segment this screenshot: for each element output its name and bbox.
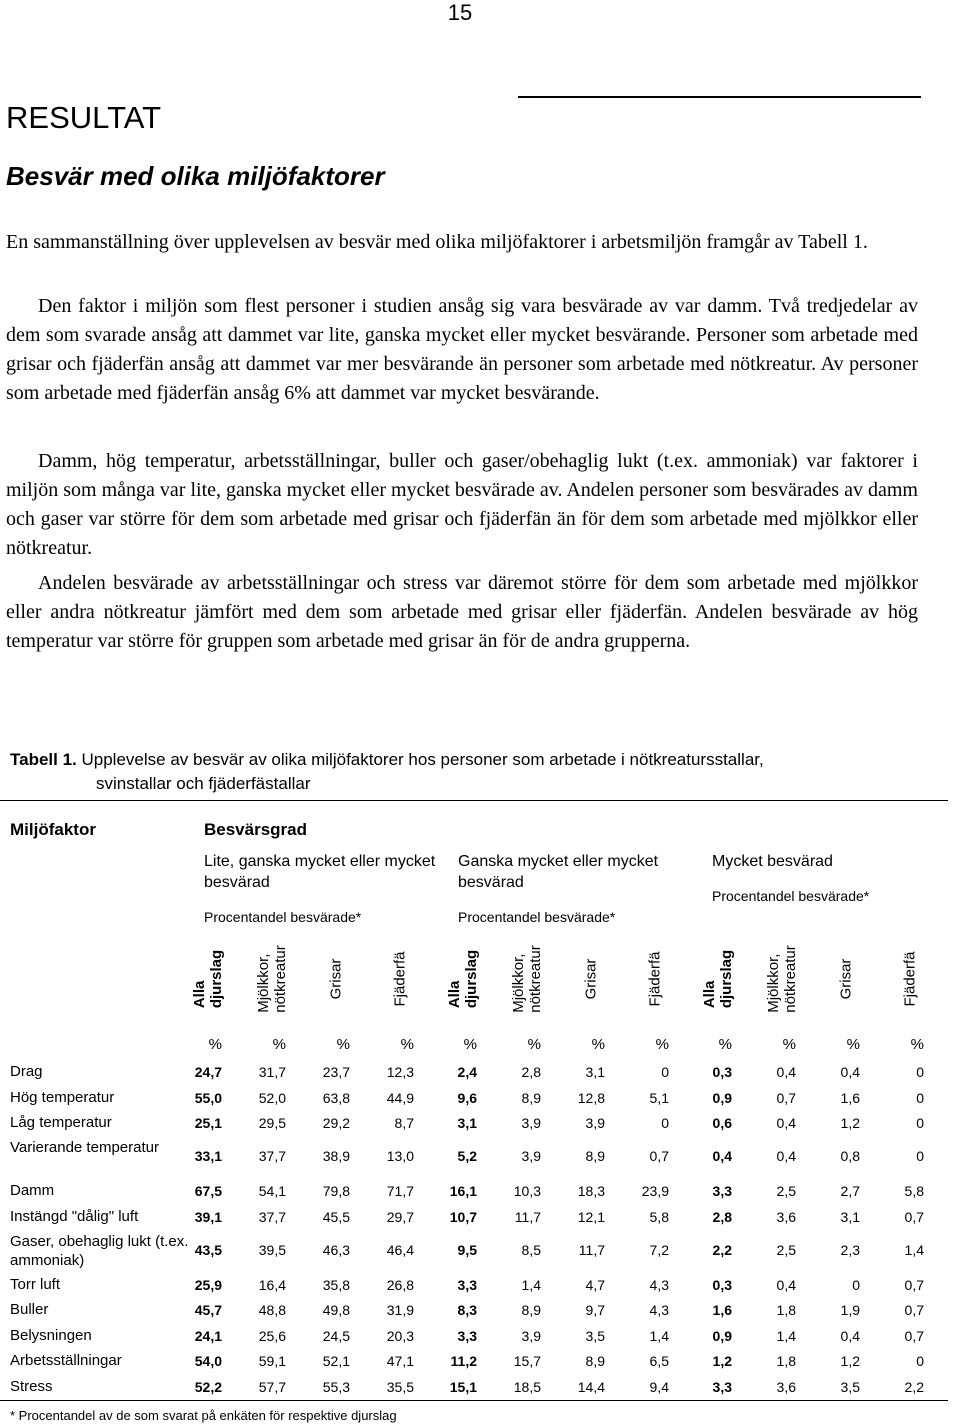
- table-top-rule: [0, 800, 948, 801]
- table-cell: 0,4: [776, 1115, 796, 1131]
- severity-group: [204, 851, 449, 928]
- table-cell: 9,5: [457, 1242, 477, 1258]
- column-header-label: Grisar: [582, 958, 600, 1000]
- table-cell: 29,5: [258, 1115, 286, 1131]
- column-header: [250, 934, 294, 1024]
- table-cell: 25,9: [194, 1277, 222, 1293]
- table-cell: 4,3: [649, 1277, 669, 1293]
- table-caption-label: Tabell 1.: [10, 750, 77, 769]
- table-cell: 37,7: [258, 1209, 286, 1225]
- table-cell: 11,7: [514, 1209, 541, 1225]
- table-cell: 33,1: [194, 1148, 222, 1164]
- table-cell: 0: [852, 1277, 860, 1293]
- table-cell: 10,7: [449, 1209, 477, 1225]
- table-cell: 2,7: [840, 1183, 860, 1199]
- row-label: Gaser, obehaglig lukt (t.ex. ammoniak): [10, 1233, 189, 1269]
- table-cell: 2,2: [712, 1242, 732, 1258]
- table-cell: 8,3: [457, 1302, 477, 1318]
- table-cell: 24,7: [194, 1064, 222, 1080]
- unit-label: %: [463, 1036, 477, 1053]
- column-header-label: Alla djurslag: [191, 949, 225, 1009]
- table-cell: 6,5: [649, 1353, 669, 1369]
- table-cell: 12,3: [386, 1064, 414, 1080]
- section-heading: RESULTAT: [6, 100, 162, 135]
- table-cell: 5,8: [649, 1209, 669, 1225]
- table-cell: 15,7: [513, 1353, 541, 1369]
- table-cell: 5,1: [649, 1090, 669, 1106]
- table-cell: 3,9: [521, 1328, 541, 1344]
- table-cell: 45,7: [194, 1302, 222, 1318]
- table-cell: 1,2: [712, 1353, 732, 1369]
- table-cell: 8,9: [521, 1090, 541, 1106]
- table-cell: 3,5: [585, 1328, 605, 1344]
- table-cell: 0,7: [776, 1090, 796, 1106]
- table-cell: 31,7: [258, 1064, 286, 1080]
- unit-label: %: [910, 1036, 924, 1053]
- table-cell: 3,1: [457, 1115, 477, 1131]
- table-cell: 47,1: [386, 1353, 414, 1369]
- table-cell: 67,5: [194, 1183, 222, 1199]
- header-rule: [518, 96, 921, 98]
- table-cell: 54,1: [258, 1183, 286, 1199]
- table-cell: 1,6: [712, 1302, 732, 1318]
- table-cell: 10,3: [513, 1183, 541, 1199]
- table-cell: 9,7: [585, 1302, 605, 1318]
- table-cell: 3,6: [776, 1209, 796, 1225]
- severity-group-subtitle: Procentandel besvärade*: [204, 909, 362, 925]
- table-cell: 25,1: [194, 1115, 222, 1131]
- row-label: Buller: [10, 1301, 49, 1318]
- column-header-label: Fjäderfä: [391, 951, 409, 1007]
- table-cell: 55,0: [194, 1090, 222, 1106]
- row-label: Torr luft: [10, 1276, 61, 1293]
- paragraph-damm: Den faktor i miljön som flest personer i studien ansåg sig vara besvärade av var damm. Två tredjedelar av dem som svarade ansåg att dammet var lite, ganska mycket eller mycket besvärande. Personer som arbetade med grisar och fjäderfän ansåg att dammet var mer besvärande än personer som arbetade med nötkreatur. Av personer som arbetade med fjäderfän ansåg 6% att dammet var mycket besvärande.: [6, 295, 918, 404]
- table-cell: 39,5: [258, 1242, 286, 1258]
- table-cell: 3,9: [521, 1148, 541, 1164]
- table-cell: 7,2: [649, 1242, 669, 1258]
- row-label: Belysningen: [10, 1327, 92, 1344]
- table-cell: 0: [916, 1353, 924, 1369]
- column-header-label: Mjölkkor, nötkreatur: [765, 945, 799, 1013]
- table-cell: 4,7: [585, 1277, 605, 1293]
- table-cell: 0: [916, 1148, 924, 1164]
- section-subheading: Besvär med olika miljöfaktorer: [6, 161, 385, 191]
- table-cell: 8,7: [394, 1115, 414, 1131]
- table-cell: 0,9: [712, 1328, 732, 1344]
- table-cell: 0,4: [840, 1328, 860, 1344]
- table-cell: 0,4: [776, 1064, 796, 1080]
- table-cell: 12,1: [577, 1209, 605, 1225]
- column-header: [186, 934, 230, 1024]
- table-cell: 57,7: [258, 1379, 286, 1395]
- table-cell: 2,3: [840, 1242, 860, 1258]
- table-cell: 23,7: [322, 1064, 350, 1080]
- page-number: 15: [447, 0, 473, 25]
- severity-group-title: Lite, ganska mycket eller mycket besvärad: [204, 853, 436, 891]
- table-cell: 3,3: [457, 1277, 477, 1293]
- column-header-label: Grisar: [837, 958, 855, 1000]
- table-cell: 35,5: [386, 1379, 414, 1395]
- unit-label: %: [591, 1036, 605, 1053]
- paragraph-faktorer: Damm, hög temperatur, arbetsställningar, buller och gaser/obehaglig lukt (t.ex. ammoniak) var faktorer i miljön som många var lite, ganska mycket eller mycket besvärade av. Andelen personer som besvärades av damm och gaser var större för dem som arbetade med grisar och fjäderfän än för dem som arbetade med mjölkkor eller nötkreatur.: [6, 450, 918, 559]
- column-header-label: Alla djurslag: [701, 949, 735, 1009]
- table-bottom-rule: [0, 1400, 948, 1401]
- column-header: [824, 934, 868, 1024]
- table-cell: 0,4: [776, 1148, 796, 1164]
- table-cell: 44,9: [386, 1090, 414, 1106]
- table-cell: 3,1: [585, 1064, 605, 1080]
- table-cell: 8,5: [521, 1242, 541, 1258]
- table-cell: 0: [916, 1115, 924, 1131]
- column-header-label: Fjäderfä: [901, 951, 919, 1007]
- table-cell: 0: [661, 1064, 669, 1080]
- column-header: [633, 934, 677, 1024]
- table-cell: 48,8: [258, 1302, 286, 1318]
- row-label: Drag: [10, 1063, 43, 1080]
- table-cell: 5,8: [904, 1183, 924, 1199]
- table-cell: 3,5: [840, 1379, 860, 1395]
- table-cell: 0,8: [840, 1148, 860, 1164]
- table-cell: 0: [916, 1064, 924, 1080]
- paragraph-arbetsstallningar: Andelen besvärade av arbetsställningar och stress var däremot större för dem som arbetade med mjölkkor eller andra nötkreatur jämfört med dem som arbetade med grisar eller fjäderfän. Andelen besvärade av hög temperatur var större för gruppen som arbetade med grisar än för de andra grupperna.: [6, 572, 918, 652]
- table-cell: 3,3: [712, 1183, 732, 1199]
- table-cell: 0,4: [840, 1064, 860, 1080]
- severity-group: [712, 851, 957, 907]
- table-cell: 26,8: [386, 1277, 414, 1293]
- column-header-label: Mjölkkor, nötkreatur: [255, 945, 289, 1013]
- table-cell: 0: [916, 1090, 924, 1106]
- table-cell: 1,4: [904, 1242, 924, 1258]
- column-header-label: Grisar: [327, 958, 345, 1000]
- table-cell: 18,5: [513, 1379, 541, 1395]
- severity-group-subtitle: Procentandel besvärade*: [458, 909, 616, 925]
- row-label: Arbetsställningar: [10, 1352, 122, 1369]
- row-label: Stress: [10, 1378, 53, 1395]
- table-cell: 4,3: [649, 1302, 669, 1318]
- severity-group-subtitle: Procentandel besvärade*: [712, 888, 870, 904]
- table-cell: 71,7: [386, 1183, 414, 1199]
- row-label: Damm: [10, 1182, 55, 1199]
- column-header: [441, 934, 485, 1024]
- table-cell: 54,0: [194, 1353, 222, 1369]
- table-caption-line2: svinstallar och fjäderfästallar: [96, 774, 311, 793]
- table-cell: 13,0: [386, 1148, 414, 1164]
- table-cell: 11,2: [450, 1353, 477, 1369]
- table-cell: 49,8: [322, 1302, 350, 1318]
- severity-group: [458, 851, 703, 928]
- table-cell: 5,2: [457, 1148, 477, 1164]
- table-cell: 3,3: [457, 1328, 477, 1344]
- row-label: Låg temperatur: [10, 1114, 112, 1131]
- factor-header: Miljöfaktor: [10, 820, 96, 839]
- table-cell: 39,1: [194, 1209, 222, 1225]
- table-cell: 37,7: [258, 1148, 286, 1164]
- table-cell: 35,8: [322, 1277, 350, 1293]
- table-cell: 2,8: [521, 1064, 541, 1080]
- row-label: Hög temperatur: [10, 1089, 115, 1106]
- table-cell: 16,1: [449, 1183, 477, 1199]
- table-cell: 12,8: [577, 1090, 605, 1106]
- table-cell: 11,7: [578, 1242, 605, 1258]
- table-footnote: * Procentandel av de som svarat på enkäten för respektive djurslag: [10, 1408, 397, 1423]
- unit-label: %: [655, 1036, 669, 1053]
- unit-label: %: [527, 1036, 541, 1053]
- table-cell: 0,6: [712, 1115, 732, 1131]
- table-cell: 63,8: [322, 1090, 350, 1106]
- table-cell: 8,9: [521, 1302, 541, 1318]
- table-cell: 3,9: [585, 1115, 605, 1131]
- table-cell: 20,3: [386, 1328, 414, 1344]
- severity-group-title: Mycket besvärad: [712, 853, 833, 870]
- column-header: [314, 934, 358, 1024]
- table-cell: 0,4: [776, 1277, 796, 1293]
- table-cell: 46,4: [386, 1242, 414, 1258]
- column-header: [888, 934, 932, 1024]
- table-cell: 1,9: [840, 1302, 860, 1318]
- table-cell: 15,1: [449, 1379, 477, 1395]
- column-header: [378, 934, 422, 1024]
- table-cell: 1,8: [776, 1353, 796, 1369]
- table-cell: 52,0: [258, 1090, 286, 1106]
- table-cell: 1,6: [840, 1090, 860, 1106]
- table-cell: 3,9: [521, 1115, 541, 1131]
- table-cell: 2,8: [712, 1209, 732, 1225]
- column-header: [696, 934, 740, 1024]
- table-cell: 1,4: [649, 1328, 669, 1344]
- table-caption-line1: Upplevelse av besvär av olika miljöfaktorer hos personer som arbetade i nötkreatursstallar,: [81, 750, 764, 769]
- table-cell: 18,3: [577, 1183, 605, 1199]
- table-cell: 29,7: [386, 1209, 414, 1225]
- table-cell: 2,2: [904, 1379, 924, 1395]
- column-header-label: Mjölkkor, nötkreatur: [510, 945, 544, 1013]
- table-cell: 9,6: [457, 1090, 477, 1106]
- table-cell: 0,7: [904, 1302, 924, 1318]
- table-cell: 0,9: [712, 1090, 732, 1106]
- table-cell: 38,9: [322, 1148, 350, 1164]
- column-header: [760, 934, 804, 1024]
- unit-label: %: [846, 1036, 860, 1053]
- unit-label: %: [782, 1036, 796, 1053]
- unit-label: %: [272, 1036, 286, 1053]
- table-cell: 24,1: [194, 1328, 222, 1344]
- table-cell: 25,6: [258, 1328, 286, 1344]
- table-cell: 52,2: [194, 1379, 222, 1395]
- table-cell: 16,4: [258, 1277, 286, 1293]
- table-cell: 3,1: [840, 1209, 860, 1225]
- table-cell: 45,5: [322, 1209, 350, 1225]
- table-cell: 2,4: [457, 1064, 477, 1080]
- table-cell: 0,3: [712, 1277, 732, 1293]
- table-cell: 2,5: [776, 1183, 796, 1199]
- table-cell: 3,6: [776, 1379, 796, 1395]
- column-header: [569, 934, 613, 1024]
- table-cell: 1,2: [840, 1115, 860, 1131]
- unit-label: %: [208, 1036, 222, 1053]
- row-label: Varierande temperatur: [10, 1139, 159, 1156]
- table-cell: 52,1: [322, 1353, 350, 1369]
- table-cell: 0,7: [904, 1328, 924, 1344]
- row-label: Instängd "dålig" luft: [10, 1208, 139, 1225]
- unit-label: %: [400, 1036, 414, 1053]
- table-cell: 0,7: [904, 1209, 924, 1225]
- table-cell: 43,5: [194, 1242, 222, 1258]
- table-cell: 79,8: [322, 1183, 350, 1199]
- table-cell: 14,4: [577, 1379, 605, 1395]
- table-cell: 59,1: [258, 1353, 286, 1369]
- table-cell: 1,2: [840, 1353, 860, 1369]
- table-cell: 23,9: [641, 1183, 669, 1199]
- table-cell: 1,4: [776, 1328, 796, 1344]
- table-caption: [10, 748, 930, 796]
- table-cell: 55,3: [322, 1379, 350, 1395]
- paragraph-intro: En sammanställning över upplevelsen av besvär med olika miljöfaktorer i arbetsmiljön framgår av Tabell 1.: [6, 231, 868, 253]
- unit-label: %: [336, 1036, 350, 1053]
- unit-label: %: [718, 1036, 732, 1053]
- table-cell: 1,4: [521, 1277, 541, 1293]
- column-header: [505, 934, 549, 1024]
- severity-group-title: Ganska mycket eller mycket besvärad: [458, 853, 659, 891]
- table-cell: 8,9: [585, 1148, 605, 1164]
- column-header-label: Fjäderfä: [646, 951, 664, 1007]
- column-header-label: Alla djurslag: [446, 949, 480, 1009]
- table-cell: 24,5: [322, 1328, 350, 1344]
- table-cell: 0,4: [712, 1148, 732, 1164]
- table-cell: 1,8: [776, 1302, 796, 1318]
- table-cell: 0,7: [649, 1148, 669, 1164]
- table-cell: 8,9: [585, 1353, 605, 1369]
- table-cell: 2,5: [776, 1242, 796, 1258]
- table-cell: 31,9: [386, 1302, 414, 1318]
- table-cell: 46,3: [322, 1242, 350, 1258]
- table-cell: 9,4: [649, 1379, 669, 1395]
- degree-header: Besvärsgrad: [204, 820, 308, 839]
- table-cell: 0: [661, 1115, 669, 1131]
- table-cell: 0,3: [712, 1064, 732, 1080]
- table-cell: 3,3: [712, 1379, 732, 1395]
- table-cell: 29,2: [322, 1115, 350, 1131]
- table-cell: 0,7: [904, 1277, 924, 1293]
